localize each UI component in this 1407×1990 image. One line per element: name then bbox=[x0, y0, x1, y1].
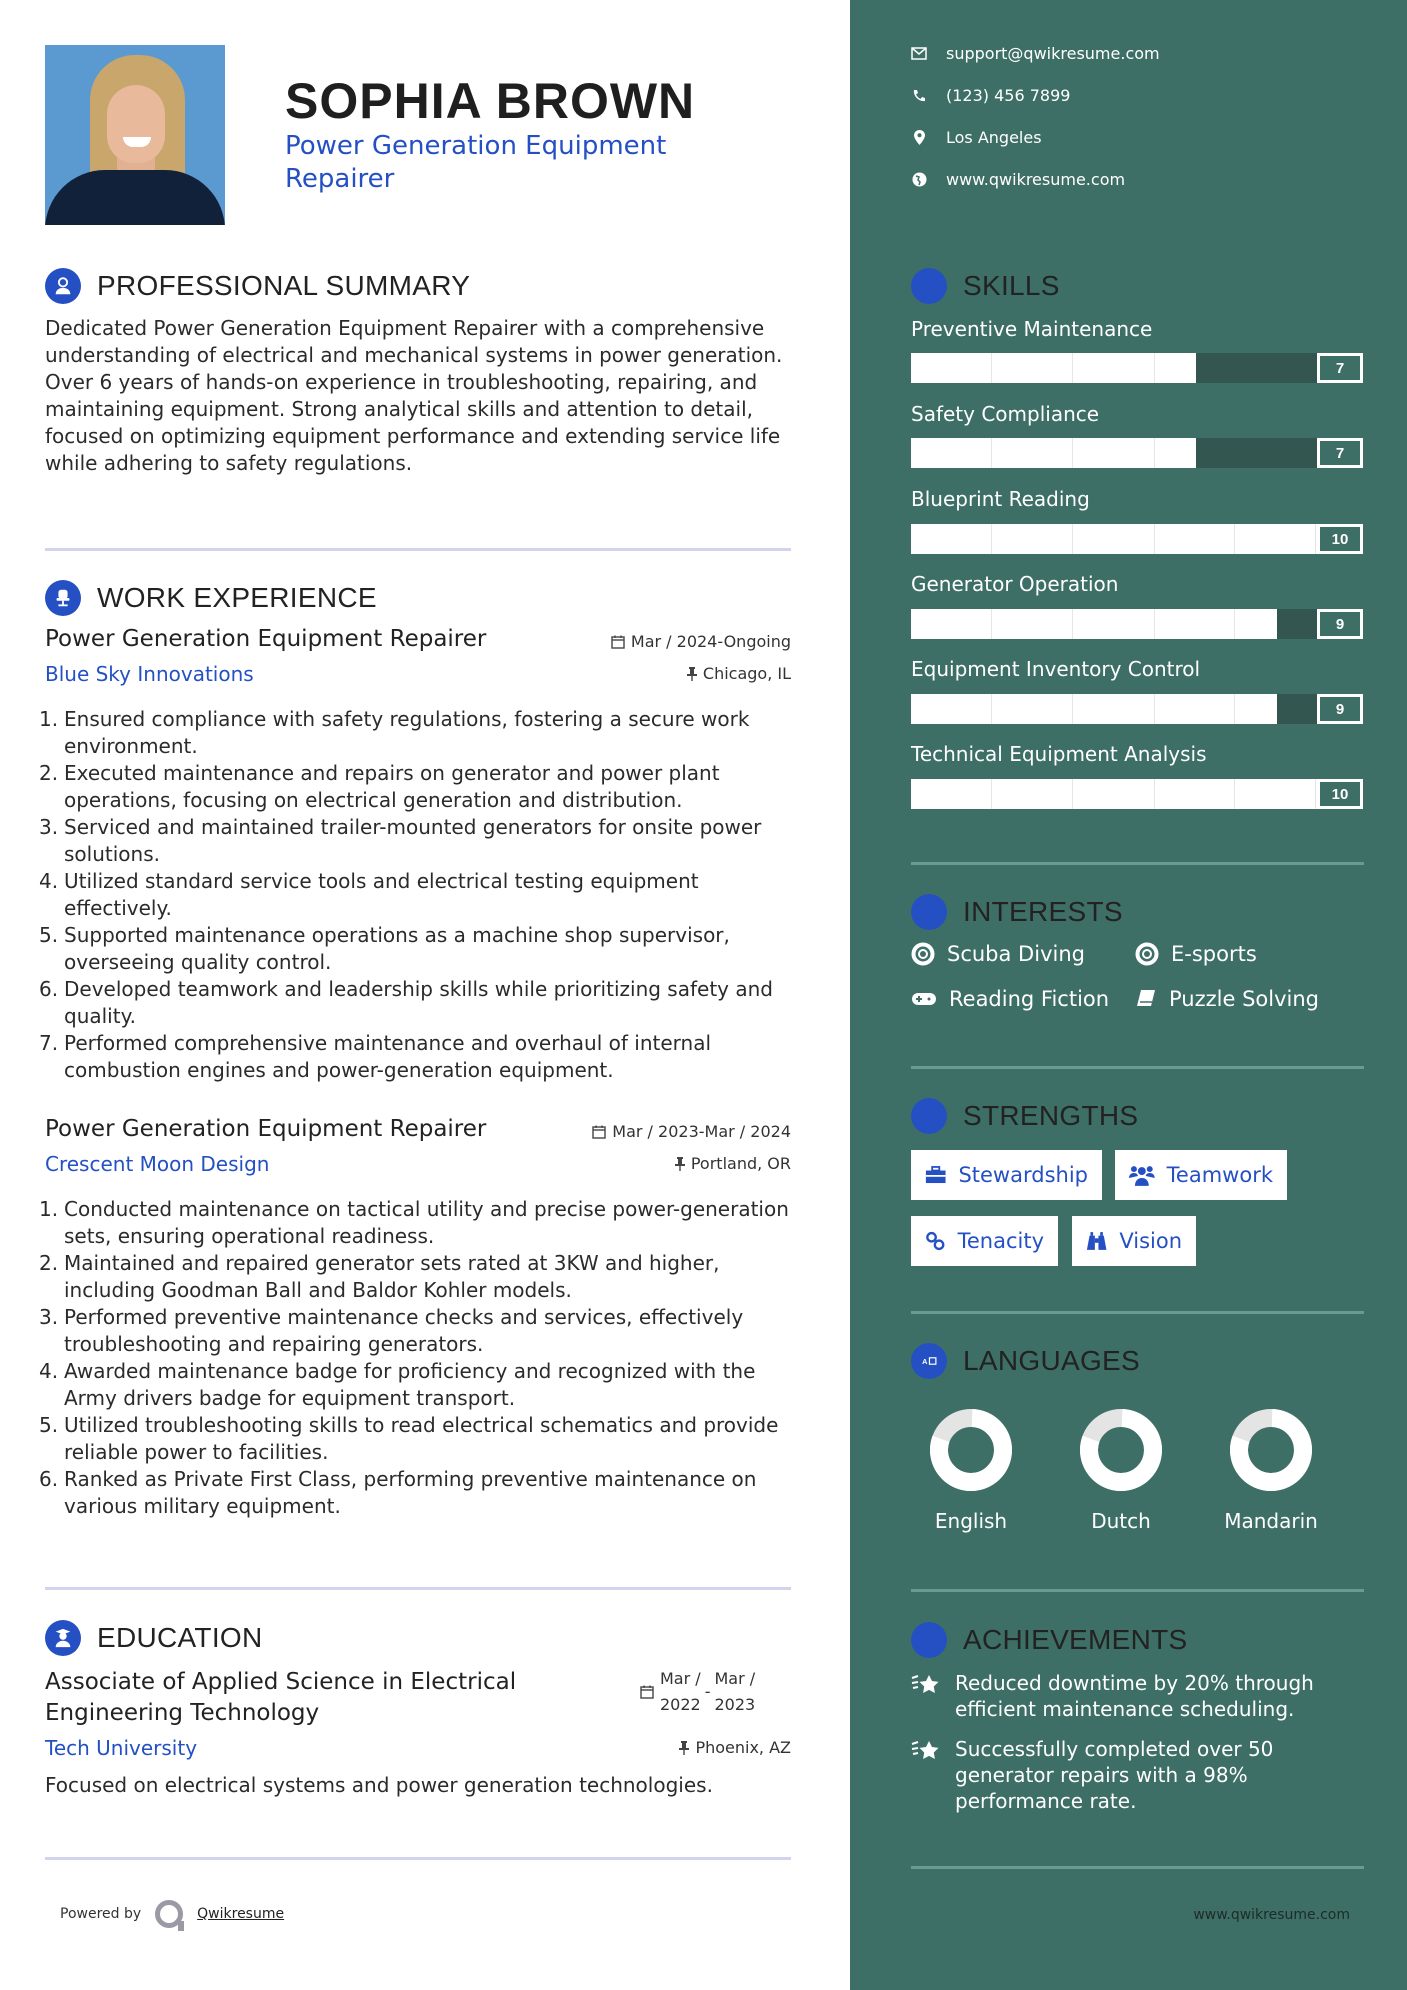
strengths-heading: STRENGTHS bbox=[911, 1098, 1138, 1134]
skills-heading: SKILLS bbox=[911, 268, 1060, 304]
divider bbox=[911, 1866, 1364, 1869]
interest-item: Scuba Diving bbox=[911, 942, 1085, 966]
list-item: 5. Supported maintenance operations as a machine shop supervisor, overseeing quality control. bbox=[39, 923, 730, 974]
job-bullets bbox=[39, 1196, 791, 1520]
language-donut-chart bbox=[1228, 1407, 1314, 1493]
contact-location: Los Angeles bbox=[911, 128, 1042, 147]
language-item: Dutch bbox=[1061, 1407, 1181, 1533]
paper-plane-icon bbox=[911, 894, 947, 930]
divider bbox=[911, 1311, 1364, 1314]
summary-heading: PROFESSIONAL SUMMARY bbox=[45, 268, 470, 304]
skill-label: Preventive Maintenance bbox=[911, 317, 1153, 341]
contact-website[interactable]: www.qwikresume.com bbox=[911, 170, 1125, 189]
job-company: Crescent Moon Design bbox=[45, 1152, 270, 1176]
list-item: 6. Ranked as Private First Class, performing preventive maintenance on various military equipment. bbox=[39, 1467, 757, 1518]
skill-bar: 7 bbox=[911, 353, 1363, 383]
skill-label: Technical Equipment Analysis bbox=[911, 742, 1207, 766]
school-name: Tech University bbox=[45, 1736, 198, 1760]
lifebuoy-icon bbox=[911, 942, 935, 966]
skill-label: Equipment Inventory Control bbox=[911, 657, 1201, 681]
list-item: 2. Executed maintenance and repairs on generator and power plant operations, focusing on electrical generation and distribution. bbox=[39, 761, 720, 812]
users-icon bbox=[1129, 1164, 1155, 1186]
summary-text: Dedicated Power Generation Equipment Repairer with a comprehensive understanding of electrical and mechanical systems in power generation. Over 6 years of hands-on experience in troubleshooting, repairing, and maintaining equipment. Strong analytical skills and attention to detail, focused on optimizing equipment performance and extending service life while adhering to safety regulations. bbox=[45, 316, 783, 475]
education-date: Mar / 2022 - Mar / 2023 bbox=[640, 1666, 755, 1718]
list-item: 4. Awarded maintenance badge for proficiency and recognized with the Army drivers badge for equipment transport. bbox=[39, 1359, 756, 1410]
shooting-star-icon bbox=[911, 1738, 941, 1764]
divider bbox=[45, 548, 791, 551]
phone-icon bbox=[911, 88, 927, 104]
interest-item: Puzzle Solving bbox=[1135, 987, 1319, 1011]
divider bbox=[45, 1587, 791, 1590]
candidate-title: Power Generation Equipment Repairer bbox=[285, 131, 667, 194]
divider bbox=[45, 1857, 791, 1860]
skill-bar: 9 bbox=[911, 609, 1363, 639]
experience-heading: WORK EXPERIENCE bbox=[45, 580, 377, 616]
skill-label: Safety Compliance bbox=[911, 402, 1100, 426]
interests-heading: INTERESTS bbox=[911, 894, 1123, 930]
user-icon bbox=[45, 268, 81, 304]
gamepad-icon bbox=[911, 990, 937, 1008]
powered-by: Powered by Qwikresume bbox=[60, 1900, 284, 1928]
job-location: Portland, OR bbox=[675, 1154, 791, 1173]
skill-label: Blueprint Reading bbox=[911, 487, 1090, 511]
calendar-icon bbox=[640, 1685, 654, 1699]
lightbulb-icon bbox=[911, 268, 947, 304]
lifebuoy-icon bbox=[1135, 942, 1159, 966]
svg-text:A: A bbox=[922, 1357, 928, 1367]
pin-icon bbox=[687, 667, 697, 681]
degree-title: Associate of Applied Science in Electrical Engineering Technology bbox=[45, 1669, 517, 1726]
strength-badge: Teamwork bbox=[1115, 1150, 1287, 1200]
job-location: Chicago, IL bbox=[687, 664, 791, 683]
job-bullets bbox=[39, 706, 791, 1084]
briefcase-icon bbox=[925, 1165, 946, 1185]
job-date: Mar / 2024-Ongoing bbox=[611, 632, 791, 651]
skill-bar: 10 bbox=[911, 779, 1363, 809]
list-item: 3. Serviced and maintained trailer-mounted generators for onsite power solutions. bbox=[39, 815, 762, 866]
envelope-icon bbox=[911, 46, 927, 62]
list-item: 4. Utilized standard service tools and electrical testing equipment effectively. bbox=[39, 869, 699, 920]
link-icon bbox=[925, 1230, 946, 1252]
strength-badge: Tenacity bbox=[911, 1216, 1058, 1266]
map-marker-icon bbox=[911, 130, 927, 146]
candidate-name: SOPHIA BROWN bbox=[285, 73, 696, 129]
language-item: English bbox=[911, 1407, 1031, 1533]
job-date: Mar / 2023-Mar / 2024 bbox=[592, 1122, 791, 1141]
interest-item: E-sports bbox=[1135, 942, 1257, 966]
job-title: Power Generation Equipment Repairer bbox=[45, 1116, 487, 1142]
calendar-icon bbox=[611, 635, 625, 649]
binoculars-icon bbox=[1086, 1230, 1107, 1252]
list-item: 5. Utilized troubleshooting skills to read electrical schematics and provide reliable power to facilities. bbox=[39, 1413, 779, 1464]
list-item: 2. Maintained and repaired generator sets rated at 3KW and higher, including Goodman Ball and Baldor Kohler models. bbox=[39, 1251, 720, 1302]
footer-website-link[interactable]: www.qwikresume.com bbox=[1193, 1907, 1350, 1923]
pin-icon bbox=[679, 1741, 689, 1755]
skill-label: Generator Operation bbox=[911, 572, 1119, 596]
divider bbox=[911, 1066, 1364, 1069]
language-donut-chart bbox=[928, 1407, 1014, 1493]
strength-badge: Stewardship bbox=[911, 1150, 1102, 1200]
list-item: 7. Performed comprehensive maintenance and overhaul of internal combustion engines and power-generation equipment. bbox=[39, 1031, 712, 1082]
achievement-item: Reduced downtime by 20% through efficient maintenance scheduling. bbox=[911, 1670, 1351, 1722]
achievement-item: Successfully completed over 50 generator repairs with a 98% performance rate. bbox=[911, 1736, 1351, 1814]
fist-icon bbox=[911, 1098, 947, 1134]
job-title: Power Generation Equipment Repairer bbox=[45, 626, 487, 652]
divider bbox=[911, 1589, 1364, 1592]
divider bbox=[911, 862, 1364, 865]
education-location: Phoenix, AZ bbox=[679, 1738, 791, 1757]
profile-photo bbox=[45, 45, 225, 225]
list-item: 6. Developed teamwork and leadership skills while prioritizing safety and quality. bbox=[39, 977, 773, 1028]
qwikresume-link[interactable]: Qwikresume bbox=[197, 1906, 285, 1922]
interest-item: Reading Fiction bbox=[911, 987, 1109, 1011]
list-item: 1. Conducted maintenance on tactical utility and precise power-generation sets, ensuring operational readiness. bbox=[39, 1197, 789, 1248]
language-donut-chart bbox=[1078, 1407, 1164, 1493]
skill-bar: 10 bbox=[911, 524, 1363, 554]
strength-badge: Vision bbox=[1072, 1216, 1196, 1266]
chair-icon bbox=[45, 580, 81, 616]
languages-heading: A LANGUAGES bbox=[911, 1343, 1140, 1379]
calendar-icon bbox=[592, 1125, 606, 1139]
skill-bar: 7 bbox=[911, 438, 1363, 468]
pin-icon bbox=[675, 1157, 685, 1171]
list-item: 3. Performed preventive maintenance checks and services, effectively troubleshooting and repairing generators. bbox=[39, 1305, 744, 1356]
translate-icon bbox=[911, 1343, 947, 1379]
contact-phone[interactable]: (123) 456 7899 bbox=[911, 86, 1070, 105]
education-description: Focused on electrical systems and power generation technologies. bbox=[45, 1773, 713, 1797]
contact-email[interactable]: support@qwikresume.com bbox=[911, 44, 1160, 63]
education-heading: EDUCATION bbox=[45, 1620, 263, 1656]
achievements-heading: ACHIEVEMENTS bbox=[911, 1622, 1188, 1658]
shooting-star-icon bbox=[911, 1672, 941, 1698]
book-icon bbox=[1135, 988, 1157, 1010]
job-company: Blue Sky Innovations bbox=[45, 662, 254, 686]
globe-icon bbox=[911, 172, 927, 188]
qwikresume-logo-icon bbox=[155, 1900, 183, 1928]
language-item: Mandarin bbox=[1211, 1407, 1331, 1533]
list-item: 1. Ensured compliance with safety regulations, fostering a secure work environment. bbox=[39, 707, 750, 758]
graduate-icon bbox=[45, 1620, 81, 1656]
skill-bar: 9 bbox=[911, 694, 1363, 724]
star-icon bbox=[911, 1622, 947, 1658]
